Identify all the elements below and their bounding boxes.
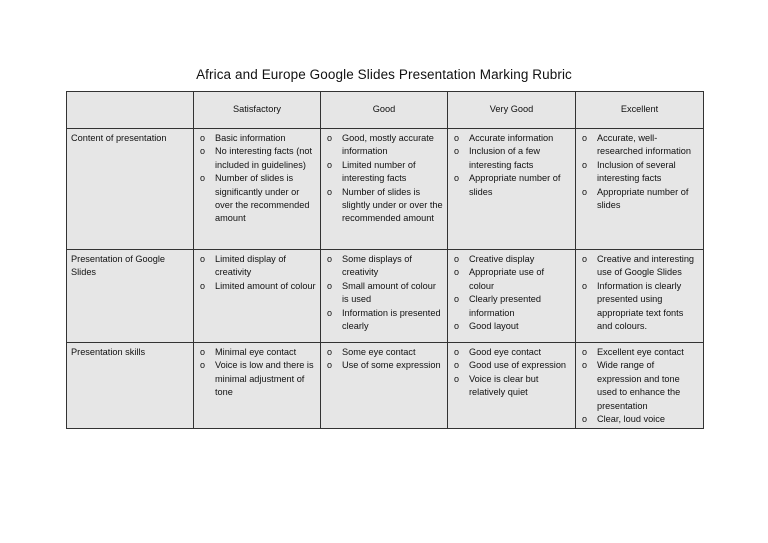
list-item: [452, 346, 571, 359]
list-item-text: Number of slides is slightly under or over the recommended amount: [342, 186, 443, 224]
list-item-text: Accurate, well-researched information: [597, 133, 691, 157]
row-label: Content of presentation: [67, 129, 194, 250]
list-item-text: Voice is low and there is minimal adjustment of tone: [215, 360, 314, 398]
table-row: [67, 343, 704, 429]
bullet-icon: o: [582, 360, 588, 371]
bullet-icon: o: [200, 133, 206, 143]
rubric-cell-good: [321, 343, 448, 429]
column-header-satisfactory: Satisfactory: [194, 92, 321, 129]
list-item-text: Wide range of expression and tone used to enhance the presentation: [597, 360, 681, 411]
rubric-cell-very-good: [448, 343, 576, 429]
list-item: [452, 293, 571, 320]
list-item: [452, 359, 571, 372]
criteria-list: [198, 346, 316, 400]
rubric-cell-excellent: [576, 343, 704, 429]
bullet-icon: o: [200, 173, 206, 184]
bullet-icon: o: [454, 173, 460, 184]
list-item-text: Basic information: [215, 133, 286, 143]
bullet-icon: o: [200, 280, 206, 291]
criteria-list: [325, 346, 443, 373]
criteria-list: [452, 132, 571, 199]
list-item-text: No interesting facts (not included in guidelines): [215, 146, 313, 170]
table-row: [67, 250, 704, 343]
list-item: [325, 186, 443, 226]
list-item-text: Small amount of colour is used: [342, 280, 436, 305]
list-item-text: Creative and interesting use of Google Slides: [597, 254, 695, 278]
list-item-text: Excellent eye contact: [597, 347, 684, 357]
bullet-icon: o: [582, 347, 588, 357]
list-item-text: Clear, loud voice: [597, 414, 665, 425]
list-item: [452, 145, 571, 172]
bullet-icon: o: [327, 307, 333, 318]
list-item: [325, 307, 443, 334]
column-header-good: Good: [321, 92, 448, 129]
list-item: [198, 280, 316, 293]
bullet-icon: o: [582, 159, 588, 170]
list-item: [325, 346, 443, 359]
list-item: [452, 320, 571, 333]
list-item: [325, 159, 443, 186]
list-item: [325, 132, 443, 159]
bullet-icon: o: [582, 414, 588, 425]
column-header-very-good: Very Good: [448, 92, 576, 129]
bullet-icon: o: [582, 186, 588, 197]
list-item: [325, 253, 443, 280]
list-item-text: Accurate information: [469, 133, 554, 143]
list-item-text: Good, mostly accurate information: [342, 133, 434, 157]
list-item: [198, 145, 316, 172]
rubric-cell-satisfactory: [194, 129, 321, 250]
list-item-text: Limited number of interesting facts: [342, 159, 416, 184]
rubric-cell-good: [321, 250, 448, 343]
list-item: [580, 346, 699, 359]
list-item: [452, 132, 571, 145]
bullet-icon: o: [582, 280, 588, 291]
list-item-text: Appropriate use of colour: [469, 267, 545, 291]
bullet-icon: o: [327, 254, 333, 264]
list-item-text: Appropriate number of slides: [597, 186, 689, 211]
criteria-list: [580, 346, 699, 426]
page-title: Africa and Europe Google Slides Presentation Marking Rubric: [196, 67, 572, 82]
rubric-cell-good: [321, 129, 448, 250]
list-item-text: Use of some expression: [342, 360, 441, 371]
bullet-icon: o: [327, 133, 333, 143]
list-item: [580, 359, 699, 413]
criteria-list: [452, 253, 571, 333]
list-item: [580, 280, 699, 334]
bullet-icon: o: [327, 280, 333, 291]
list-item-text: Some eye contact: [342, 347, 416, 357]
list-item-text: Creative display: [469, 254, 535, 264]
list-item: [452, 253, 571, 266]
bullet-icon: o: [454, 146, 460, 157]
criteria-list: [198, 253, 316, 293]
list-item: [580, 413, 699, 426]
bullet-icon: o: [200, 254, 206, 264]
rubric-cell-very-good: [448, 129, 576, 250]
list-item-text: Inclusion of a few interesting facts: [469, 146, 540, 170]
list-item: [580, 132, 699, 159]
list-item-text: Limited amount of colour: [215, 280, 316, 291]
list-item: [580, 159, 699, 186]
list-item: [325, 359, 443, 372]
list-item: [325, 280, 443, 307]
list-item-text: Appropriate number of slides: [469, 173, 561, 197]
criteria-list: [580, 132, 699, 212]
bullet-icon: o: [454, 254, 460, 264]
bullet-icon: o: [327, 347, 333, 357]
list-item-text: Some displays of creativity: [342, 254, 412, 278]
bullet-icon: o: [454, 360, 460, 371]
list-item: [198, 359, 316, 399]
bullet-icon: o: [327, 159, 333, 170]
bullet-icon: o: [327, 186, 333, 197]
bullet-icon: o: [454, 373, 460, 384]
criteria-list: [452, 346, 571, 400]
rubric-cell-excellent: [576, 250, 704, 343]
bullet-icon: o: [454, 133, 460, 143]
list-item-text: Limited display of creativity: [215, 254, 286, 278]
list-item: [452, 373, 571, 400]
bullet-icon: o: [200, 146, 206, 157]
column-header-excellent: Excellent: [576, 92, 704, 129]
criteria-list: [325, 132, 443, 226]
list-item: [452, 266, 571, 293]
rubric-cell-excellent: [576, 129, 704, 250]
bullet-icon: o: [582, 133, 588, 143]
table-row: [67, 129, 704, 250]
header-row: [67, 92, 704, 129]
list-item-text: Voice is clear but relatively quiet: [469, 373, 539, 398]
list-item: [580, 186, 699, 213]
list-item: [198, 346, 316, 359]
criteria-list: [198, 132, 316, 226]
list-item: [580, 253, 699, 280]
bullet-icon: o: [200, 347, 206, 357]
list-item: [198, 132, 316, 145]
criteria-list: [580, 253, 699, 333]
rubric-cell-satisfactory: [194, 250, 321, 343]
list-item-text: Good eye contact: [469, 347, 542, 357]
bullet-icon: o: [454, 347, 460, 357]
list-item-text: Clearly presented information: [469, 294, 542, 318]
list-item: [198, 172, 316, 226]
bullet-icon: o: [327, 360, 333, 371]
list-item-text: Good layout: [469, 321, 519, 332]
bullet-icon: o: [454, 267, 460, 278]
row-label: Presentation skills: [67, 343, 194, 429]
list-item: [452, 172, 571, 199]
list-item-text: Good use of expression: [469, 360, 567, 371]
list-item-text: Number of slides is significantly under or over the recommended amount: [215, 173, 310, 224]
bullet-icon: o: [454, 294, 460, 305]
row-label: Presentation of Google Slides: [67, 250, 194, 343]
column-header-criterion: [67, 92, 194, 129]
rubric-cell-very-good: [448, 250, 576, 343]
bullet-icon: o: [200, 360, 206, 371]
list-item-text: Minimal eye contact: [215, 347, 297, 357]
bullet-icon: o: [582, 254, 588, 264]
list-item-text: Information is presented clearly: [342, 307, 441, 332]
list-item-text: Information is clearly presented using appropriate text fonts and colours.: [597, 280, 684, 332]
list-item: [198, 253, 316, 280]
criteria-list: [325, 253, 443, 333]
rubric-cell-satisfactory: [194, 343, 321, 429]
list-item-text: Inclusion of several interesting facts: [597, 159, 676, 184]
bullet-icon: o: [454, 321, 460, 332]
rubric-table: [66, 91, 704, 429]
